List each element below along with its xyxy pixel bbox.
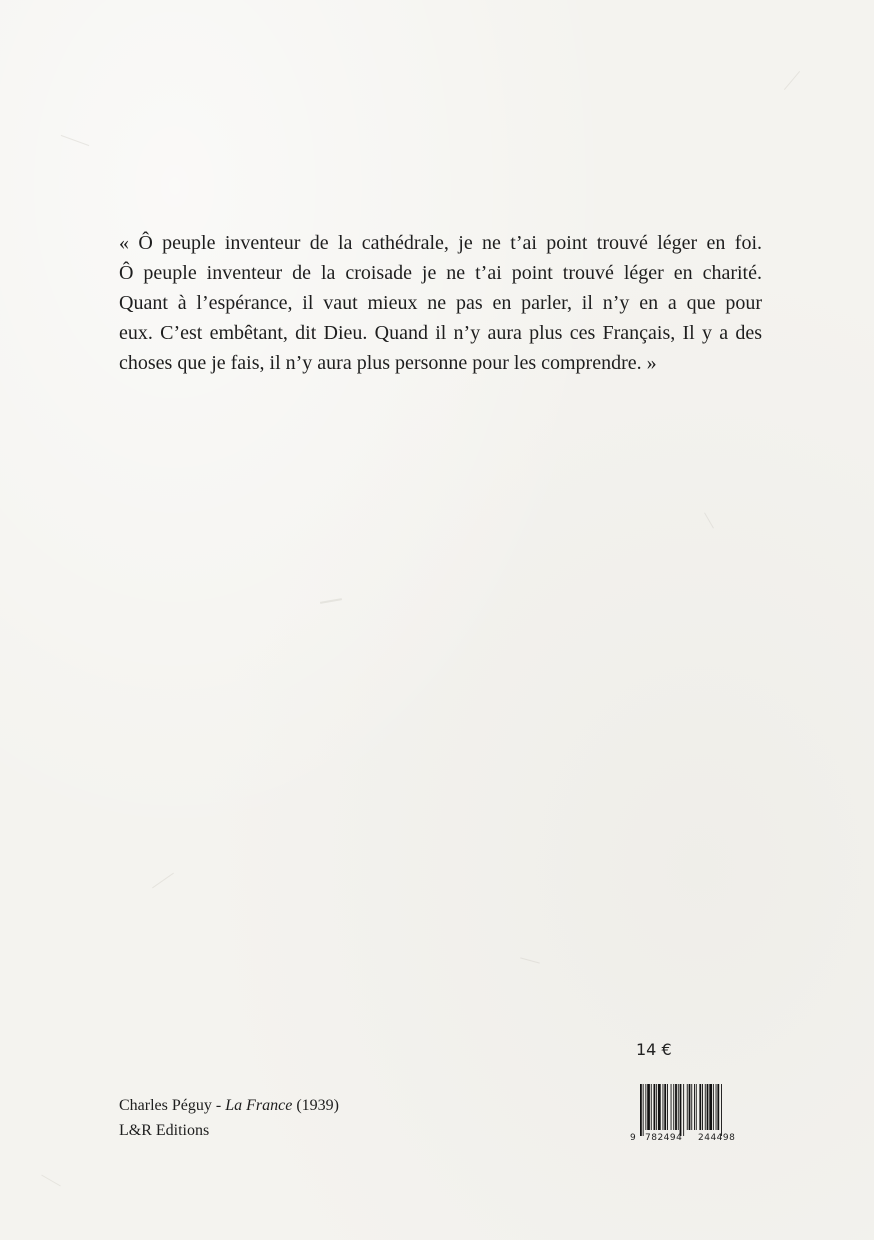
- quote-line: Ô peuple inventeur de la croisade je ne t’ai point trouvé léger en charité.: [119, 262, 762, 284]
- paper-fiber: [61, 135, 90, 146]
- barcode-digit-first: 9: [630, 1133, 636, 1142]
- barcode-bar: [721, 1084, 722, 1136]
- publisher-name: L&R Editions: [119, 1122, 210, 1139]
- barcode-bar: [658, 1084, 661, 1130]
- paper-fiber: [152, 873, 174, 889]
- quote-line: eux. C’est embêtant, dit Dieu. Quand il n’y aura plus ces Français, Il y a des: [119, 322, 762, 344]
- barcode-bar: [651, 1084, 652, 1130]
- barcode-bar: [683, 1084, 684, 1136]
- barcode-bar: [694, 1084, 695, 1130]
- barcode-bar: [687, 1084, 688, 1130]
- barcode-bar: [654, 1084, 656, 1130]
- barcode-bar: [702, 1084, 703, 1130]
- barcode-bar: [656, 1084, 657, 1130]
- price-label: 14 €: [636, 1040, 672, 1059]
- barcode-bar: [647, 1084, 650, 1130]
- publication-year: (1939): [292, 1097, 339, 1114]
- barcode-bar: [705, 1084, 706, 1130]
- barcode-bar: [696, 1084, 697, 1130]
- barcode-bar: [663, 1084, 664, 1130]
- paper-fiber: [41, 1175, 61, 1187]
- barcode-graphic: [628, 1082, 756, 1142]
- barcode-bar: [640, 1084, 642, 1136]
- barcode-bars: [640, 1084, 722, 1136]
- credits: [119, 1093, 339, 1143]
- barcode-bar: [671, 1084, 672, 1130]
- barcode-digits-right: 244498: [698, 1133, 736, 1142]
- barcode-bar: [678, 1084, 679, 1130]
- barcode-bar: [717, 1084, 719, 1130]
- quote-line: Quant à l’espérance, il vaut mieux ne pas en parler, il n’y en a que pour: [119, 292, 762, 314]
- barcode-bar: [667, 1084, 668, 1130]
- book-title: La France: [225, 1097, 293, 1114]
- barcode-bar: [713, 1084, 714, 1130]
- quote-line: « Ô peuple inventeur de la cathédrale, je ne t’ai point trouvé léger en foi.: [119, 232, 762, 254]
- quote-line: choses que je fais, il n’y aura plus personne pour les comprendre. »: [119, 352, 657, 374]
- barcode-bar: [707, 1084, 709, 1130]
- barcode-bar: [643, 1084, 644, 1136]
- barcode-bar: [699, 1084, 701, 1130]
- paper-fiber: [704, 512, 714, 528]
- barcode-bar: [675, 1084, 677, 1130]
- barcode-bar: [680, 1084, 682, 1136]
- author-name: Charles Péguy -: [119, 1097, 226, 1114]
- paper-fiber: [784, 71, 800, 90]
- barcode-bar: [645, 1084, 646, 1130]
- paper-fiber: [520, 957, 540, 963]
- paper-fiber: [320, 598, 342, 604]
- barcode-bar: [664, 1084, 666, 1130]
- barcode-bar: [709, 1084, 712, 1130]
- isbn-barcode: [628, 1082, 756, 1142]
- barcode-bar: [716, 1084, 717, 1130]
- barcode-bar: [691, 1084, 692, 1130]
- back-cover-quote: [119, 228, 762, 378]
- barcode-digits-left: 782494: [645, 1133, 683, 1142]
- attribution: [119, 1093, 339, 1118]
- barcode-bar: [673, 1084, 674, 1130]
- barcode-bar: [689, 1084, 691, 1130]
